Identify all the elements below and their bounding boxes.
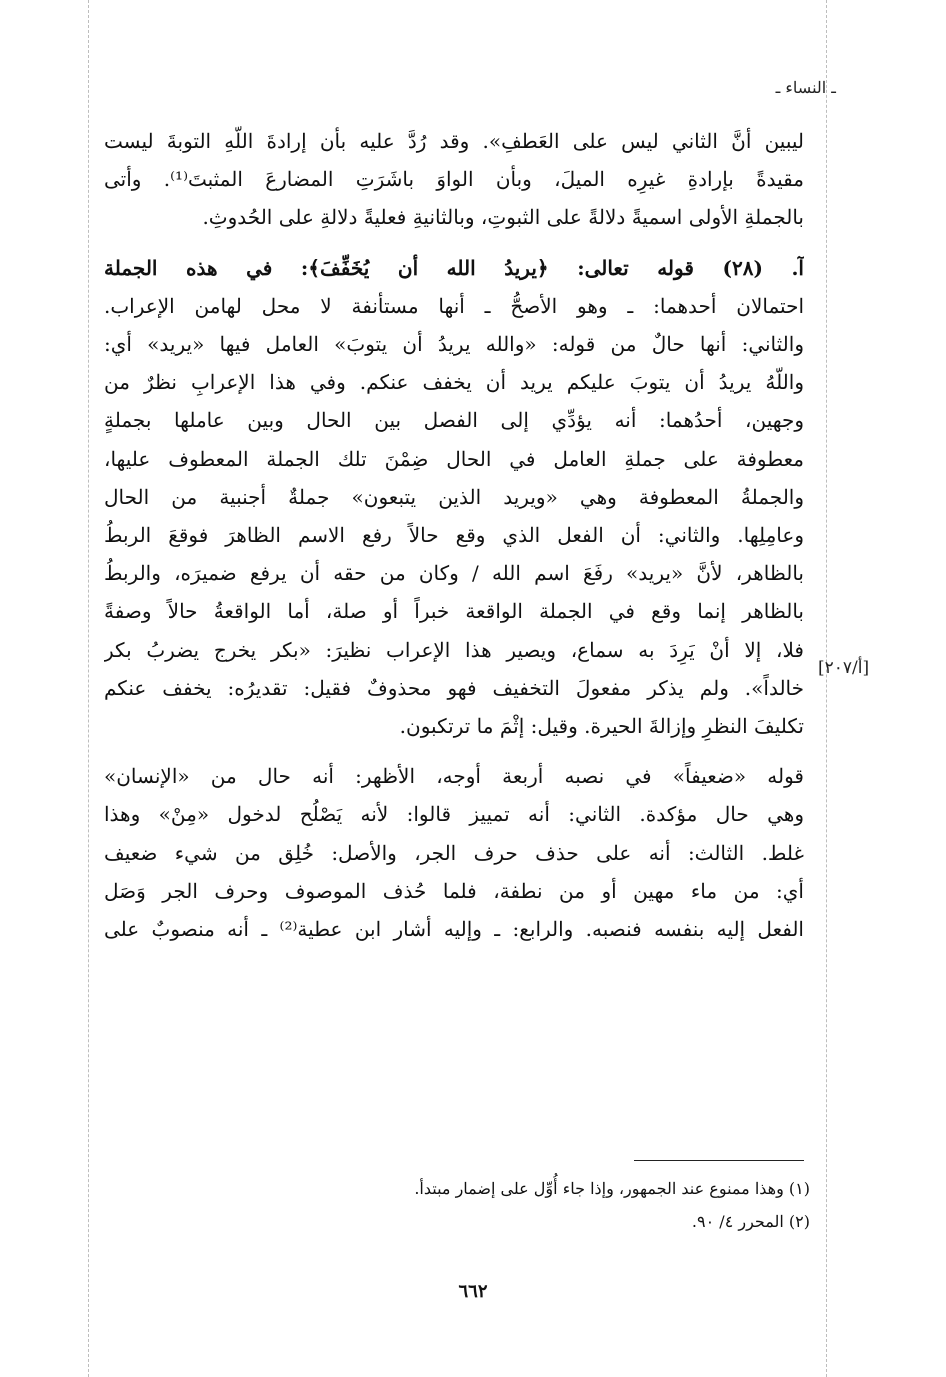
footnote-divider [634, 1160, 804, 1161]
text-line: واللّهُ يريدُ أن يتوبَ عليكم يريد أن يخفف عنكم. وفي هذا الإعرابِ نظرٌ من [104, 370, 804, 395]
text-line: بالظاهر، لأنَّ «يريد» رفَعَ اسم الله / وكان من حقه أن يرفع ضميرَه، والربطُ [104, 561, 804, 586]
paragraph-3 [104, 757, 804, 948]
text-line: أي: من ماء مهين أو من نطفة، فلما حُذف الموصوف وحرف الجر وَصَل [104, 878, 804, 903]
text-line: معطوفة على جملةِ العامل في الحال ضِمْنَ تلك الجملة المعطوف عليها، [104, 446, 804, 471]
page-number: ٦٦٢ [458, 1281, 488, 1302]
text-line: وجهين، أحدُهما: أنه يؤدِّي إلى الفصل بين الحال وبين عاملها بجملةٍ [104, 408, 804, 433]
running-head: ـ النساء ـ [775, 78, 836, 97]
footnote-1: (١) وهذا ممنوع عند الجمهور، وإذا جاء أُوِّل على إضمار مبتدأ. [414, 1179, 810, 1198]
text-line: والثاني: أنها حالٌ من قوله: «والله يريدُ أن يتوبَ» العامل فيها «يريد» أي: [104, 332, 804, 357]
text-line: والجملةُ المعطوفة وهي «ويريد الذين يتبعون» جملةٌ أجنبية من الحال [104, 484, 804, 509]
scan-guide-line [826, 0, 827, 1377]
text-line: الفعل إليه بنفسه فنصبه. والرابع: ـ وإليه أشار ابن عطية⁽²⁾ ـ أنه منصوبٌ على [104, 917, 804, 942]
footnote-2: (٢) المحرر ٤/ ٩٠. [691, 1212, 810, 1231]
text-line: احتمالان أحدهما: ـ وهو الأصحُّ ـ أنها مستأنفة لا محل لهامن الإعراب. [104, 293, 804, 318]
text-line: خالداً». ولم يذكر مفعولَ التخفيف فهو محذوفٌ فقيل: تقديرُه: يخفف عنكم [104, 675, 804, 700]
text-line: تكليفَ النظرِ وإزالةَ الحيرة. وقيل: إثْمَ ما ترتكبون. [399, 714, 804, 739]
scan-guide-line [88, 0, 89, 1377]
manuscript-folio-note: [۲۰۷/أ] [818, 658, 870, 678]
text-line: مقيدةً بإرادةِ غيرِه الميلَ، وبأن الواوَ باشَرَتِ المضارعَ المثبتَ⁽¹⁾. وأتى [104, 167, 804, 192]
text-line: ليبين أنَّ الثاني ليس على العَطفِ». وقد رُدَّ عليه بأن إرادةَ اللّهِ التوبةَ ليست [104, 129, 804, 153]
main-text [104, 122, 804, 948]
footnotes [210, 1172, 810, 1238]
text-line: قوله «ضعيفاً» في نصبه أربعة أوجه، الأظهر: أنه حال من «الإنسان» [104, 764, 804, 789]
paragraph-2 [104, 249, 804, 746]
text-line-heading: آ. (٢٨) قوله تعالى: ﴿يريدُ الله أن يُخَفِّفَ﴾: في هذه الجملة [104, 255, 804, 280]
text-line: بالظاهر إنما وقع في الجملة الواقعة خبراً أو صلة، أما الواقعةُ حالاً وصفةً [104, 599, 804, 624]
text-line: غلط. الثالث: أنه على حذف حرف الجر، والأصل: خُلِق من شيء ضعيف [104, 840, 804, 865]
text-line: وعامِلِها. والثاني: أن الفعل الذي وقع حالاً رفع الاسم الظاهرَ فوقعَ الربطُ [104, 523, 804, 548]
text-line: فلا، إلا أنْ يَرِدَ به سماع، ويصير هذا الإعراب نظيرَ: «بكر يخرج يضربُ بكر [104, 637, 804, 662]
text-line: وهي حال مؤكدة. الثاني: أنه تمييز قالوا: لأنه يَصْلُح لدخول «مِنْ» وهذا [104, 802, 804, 827]
text-line: بالجملةِ الأولى اسميةً دلالةً على الثبوتِ، وبالثانيةِ فعليةً دلالةِ على الحُدوثِ. [202, 205, 804, 230]
paragraph-1 [104, 122, 804, 237]
